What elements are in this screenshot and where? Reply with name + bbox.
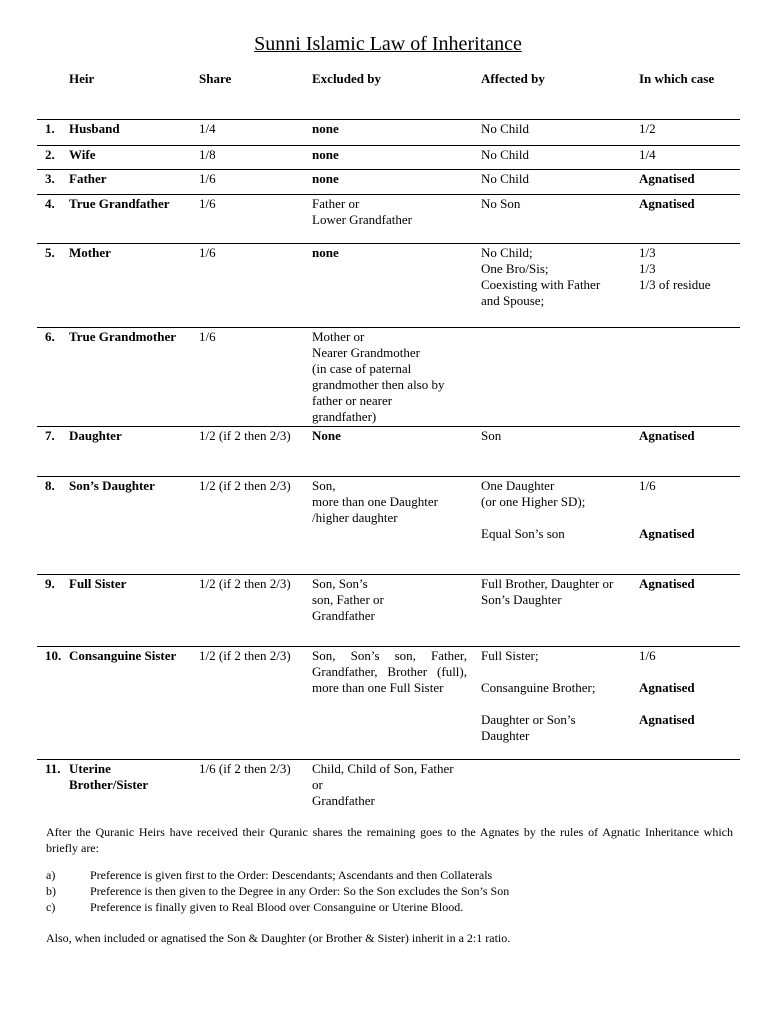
heir-name-line: True Grandmother	[69, 329, 176, 344]
heir-cell	[69, 478, 199, 574]
excluded-by-cell	[312, 478, 481, 574]
heir-name-line: Son’s Daughter	[69, 478, 155, 493]
excluded-by-line: or	[312, 777, 323, 792]
affected-by-cell	[481, 245, 639, 261]
excluded-by-line: Son, Son’s	[312, 576, 368, 591]
in-which-case-cell: 1/6	[639, 648, 656, 663]
affected-by-group	[481, 121, 740, 145]
excluded-by-line: Child, Child of Son, Father	[312, 761, 454, 776]
affected-by-cell	[481, 196, 639, 212]
number-column-header	[37, 71, 69, 87]
excluded-by-line: Son,	[312, 478, 336, 493]
excluded-by-cell	[312, 245, 481, 327]
in-which-case-cell: Agnatised	[639, 196, 695, 211]
affected-by-line: Full Brother, Daughter or	[481, 576, 614, 591]
affected-by-item	[481, 245, 740, 261]
heir-cell	[69, 576, 199, 646]
affected-by-group	[481, 245, 740, 327]
in-which-case-cell: Agnatised	[639, 526, 695, 541]
affected-by-cell	[481, 576, 639, 608]
preference-rules-list	[46, 867, 740, 915]
page-title: Sunni Islamic Law of Inheritance	[254, 33, 522, 55]
affected-by-group	[481, 147, 740, 169]
heir-name-line: Daughter	[69, 428, 122, 443]
share-cell: 1/6	[199, 196, 216, 211]
affected-by-cell	[481, 121, 639, 137]
share-cell: 1/6	[199, 329, 216, 344]
in-which-case-cell: 1/4	[639, 147, 656, 162]
heir-name-line: Father	[69, 171, 107, 186]
affected-by-item	[481, 648, 740, 664]
affected-by-line: Full Sister;	[481, 648, 539, 663]
affected-by-line: Equal Son’s son	[481, 526, 565, 541]
affected-by-item	[481, 147, 740, 163]
excluded-by-line: grandfather)	[312, 409, 377, 424]
share-cell: 1/2 (if 2 then 2/3)	[199, 428, 291, 443]
affected-by-item	[481, 171, 740, 187]
row-number: 2.	[45, 147, 55, 162]
row-number: 6.	[45, 329, 55, 344]
excluded-by-line: none	[312, 171, 339, 186]
affected-by-item	[481, 576, 740, 608]
share-column-header: Share	[199, 71, 232, 86]
affected-by-item	[481, 428, 740, 444]
affected-by-line: and Spouse;	[481, 293, 545, 308]
affected-by-column-header: Affected by	[481, 71, 545, 86]
heir-cell	[69, 147, 199, 169]
table-row	[37, 646, 740, 759]
affected-by-cell	[481, 526, 639, 542]
excluded-by-line: Mother or	[312, 329, 365, 344]
affected-by-cell	[481, 261, 639, 277]
affected-by-item	[481, 478, 740, 510]
affected-by-cell	[481, 147, 639, 163]
excluded-by-line: none	[312, 147, 339, 162]
row-number: 3.	[45, 171, 55, 186]
heir-name-line: Consanguine Sister	[69, 648, 177, 663]
affected-by-line: One Bro/Sis;	[481, 261, 549, 276]
table-header	[37, 71, 740, 87]
affected-by-item	[481, 712, 740, 744]
share-cell: 1/6	[199, 245, 216, 260]
excluded-by-line: Lower Grandfather	[312, 212, 412, 227]
in-which-case-cell: 1/2	[639, 121, 656, 136]
affected-by-cell	[481, 171, 639, 187]
heir-column-header: Heir	[69, 71, 95, 86]
in-which-case-cell: 1/3	[639, 245, 656, 260]
row-number: 9.	[45, 576, 55, 591]
list-item-text: Preference is given first to the Order: Descendants; Ascendants and then Collaterals	[90, 868, 493, 882]
excluded-by-line: Son, Son’s son, Father,	[312, 648, 467, 663]
heir-name-line: Husband	[69, 121, 120, 136]
heir-name-line: Uterine	[69, 761, 111, 776]
excluded-by-cell	[312, 147, 481, 169]
table-row	[37, 759, 740, 815]
excluded-by-cell	[312, 121, 481, 145]
list-item	[46, 883, 740, 899]
row-number: 8.	[45, 478, 55, 493]
heir-name-line: Mother	[69, 245, 111, 260]
heir-name-line: Full Sister	[69, 576, 127, 591]
affected-by-cell	[481, 712, 639, 744]
excluded-by-line: Nearer Grandmother	[312, 345, 420, 360]
intro-line: After the Quranic Heirs have received their Quranic shares the remaining goes to the Agnates by the rules of Agnatic Inheritance which	[46, 825, 733, 839]
table-row	[37, 476, 740, 574]
affected-by-item	[481, 526, 740, 542]
in-which-case-cell: 1/3 of residue	[639, 277, 711, 292]
table-row	[37, 327, 740, 426]
list-item-label: a)	[46, 868, 56, 882]
affected-by-item	[481, 196, 740, 212]
in-which-case-cell: Agnatised	[639, 576, 695, 591]
affected-by-line: No Child;	[481, 245, 533, 260]
excluded-by-line: Grandfather, Brother (full),	[312, 664, 467, 679]
share-cell: 1/4	[199, 121, 216, 136]
affected-by-group	[481, 576, 740, 646]
row-number: 5.	[45, 245, 55, 260]
affected-by-line: Son	[481, 428, 502, 443]
heir-cell	[69, 171, 199, 194]
heir-name-line: Brother/Sister	[69, 777, 149, 792]
in-which-case-cell: Agnatised	[639, 428, 695, 443]
table-row	[37, 169, 740, 194]
share-cell: 1/8	[199, 147, 216, 162]
affected-by-line: (or one Higher SD);	[481, 494, 586, 509]
affected-by-cell	[481, 277, 639, 309]
affected-by-line: Daughter or Son’s	[481, 712, 576, 727]
agnatic-inheritance-intro	[46, 824, 736, 856]
affected-by-line: No Child	[481, 121, 530, 136]
in-which-case-cell: 1/3	[639, 261, 656, 276]
list-item	[46, 867, 740, 883]
affected-by-line: One Daughter	[481, 478, 555, 493]
excluded-by-column-header: Excluded by	[312, 71, 381, 86]
affected-by-cell	[481, 648, 639, 664]
row-number: 7.	[45, 428, 55, 443]
affected-by-group	[481, 329, 740, 426]
affected-by-line: Coexisting with Father	[481, 277, 601, 292]
excluded-by-line: /higher daughter	[312, 510, 398, 525]
excluded-by-cell	[312, 761, 481, 815]
row-number: 10.	[45, 648, 62, 663]
list-item-text: Preference is finally given to Real Blood over Consanguine or Uterine Blood.	[90, 900, 464, 914]
in-which-case-cell: 1/6	[639, 478, 656, 493]
heir-cell	[69, 428, 199, 476]
in-which-case-cell: Agnatised	[639, 712, 695, 727]
excluded-by-line: none	[312, 245, 339, 260]
share-cell: 1/2 (if 2 then 2/3)	[199, 648, 291, 663]
table-row	[37, 243, 740, 327]
excluded-by-line: Father or	[312, 196, 360, 211]
affected-by-cell	[481, 478, 639, 510]
heir-name-line: Wife	[69, 147, 96, 162]
list-item	[46, 899, 740, 915]
ratio-note: Also, when included or agnatised the Son & Daughter (or Brother & Sister) inherit in a 2:1 ratio.	[46, 931, 511, 945]
heir-cell	[69, 121, 199, 145]
table-row	[37, 194, 740, 243]
affected-by-line: No Child	[481, 147, 530, 162]
affected-by-group	[481, 196, 740, 243]
inheritance-table	[37, 119, 740, 815]
affected-by-cell	[481, 680, 639, 696]
affected-by-group	[481, 761, 740, 815]
excluded-by-line: more than one Daughter	[312, 494, 438, 509]
table-row	[37, 426, 740, 476]
list-item-text: Preference is then given to the Degree in any Order: So the Son excludes the Son’s Son	[90, 884, 510, 898]
list-item-label: c)	[46, 900, 56, 914]
affected-by-line: Son’s Daughter	[481, 592, 562, 607]
in-which-case-column-header: In which case	[639, 71, 715, 86]
row-number: 4.	[45, 196, 55, 211]
table-row	[37, 119, 740, 145]
excluded-by-line: more than one Full Sister	[312, 680, 444, 695]
share-cell: 1/2 (if 2 then 2/3)	[199, 576, 291, 591]
in-which-case-cell: Agnatised	[639, 171, 695, 186]
excluded-by-cell	[312, 196, 481, 243]
excluded-by-line: son, Father or	[312, 592, 384, 607]
heir-cell	[69, 245, 199, 327]
share-cell: 1/2 (if 2 then 2/3)	[199, 478, 291, 493]
excluded-by-line: father or nearer	[312, 393, 393, 408]
excluded-by-line: Grandfather	[312, 793, 375, 808]
excluded-by-line: Grandfather	[312, 608, 375, 623]
excluded-by-cell	[312, 171, 481, 194]
in-which-case-cell: Agnatised	[639, 680, 695, 695]
affected-by-line: No Son	[481, 196, 521, 211]
affected-by-line: Consanguine Brother;	[481, 680, 596, 695]
excluded-by-cell	[312, 576, 481, 646]
excluded-by-line: grandmother then also by	[312, 377, 445, 392]
list-item-label: b)	[46, 884, 56, 898]
excluded-by-cell	[312, 648, 481, 759]
excluded-by-line: (in case of paternal	[312, 361, 412, 376]
excluded-by-line: None	[312, 428, 341, 443]
affected-by-item	[481, 261, 740, 277]
table-row	[37, 145, 740, 169]
affected-by-group	[481, 428, 740, 476]
excluded-by-cell	[312, 329, 481, 426]
excluded-by-cell	[312, 428, 481, 476]
affected-by-line: No Child	[481, 171, 530, 186]
row-number: 1.	[45, 121, 55, 136]
affected-by-item	[481, 121, 740, 137]
affected-by-cell	[481, 428, 639, 444]
affected-by-group	[481, 478, 740, 574]
row-number: 11.	[45, 761, 61, 776]
share-cell: 1/6 (if 2 then 2/3)	[199, 761, 291, 776]
affected-by-group	[481, 648, 740, 759]
share-cell: 1/6	[199, 171, 216, 186]
excluded-by-line: none	[312, 121, 339, 136]
heir-cell	[69, 196, 199, 243]
heir-cell	[69, 329, 199, 426]
heir-cell	[69, 648, 199, 759]
affected-by-item	[481, 680, 740, 696]
affected-by-item	[481, 277, 740, 309]
affected-by-group	[481, 171, 740, 194]
affected-by-line: Daughter	[481, 728, 530, 743]
heir-cell	[69, 761, 199, 815]
heir-name-line: True Grandfather	[69, 196, 170, 211]
intro-line: briefly are:	[46, 841, 99, 855]
table-row	[37, 574, 740, 646]
